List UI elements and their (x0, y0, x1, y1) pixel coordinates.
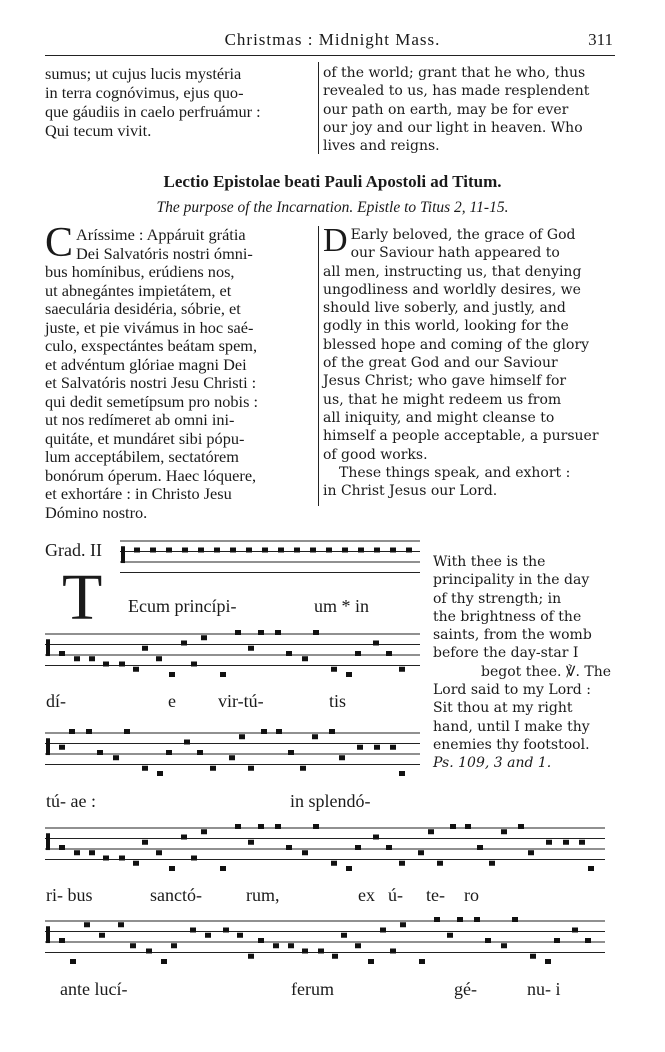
drop-cap: D (323, 222, 348, 259)
text-line: principality in the day (433, 572, 590, 589)
neume (134, 548, 140, 553)
text-line: begot thee. ℣. The (481, 663, 611, 680)
neume (339, 755, 345, 760)
chant-syllable: dí- (46, 691, 66, 711)
neume (74, 850, 80, 855)
neume (248, 954, 254, 959)
chant-syllable: in splendó- (290, 791, 371, 811)
neume (588, 866, 594, 871)
neume (528, 850, 534, 855)
text-line: et exhortáre : in Christo Jesu (45, 484, 232, 503)
chant-syllable: um * in (314, 596, 370, 616)
neume (169, 672, 175, 677)
neume (318, 949, 324, 954)
neume (437, 861, 443, 866)
neume (124, 729, 130, 734)
neume (133, 667, 139, 672)
text-line: saints, from the womb (433, 627, 592, 644)
chant-syllable: sanctó- (150, 885, 202, 905)
neume (302, 656, 308, 661)
neume (342, 548, 348, 553)
neume (142, 840, 148, 845)
text-line: all iniquity, and might cleanse to (323, 409, 555, 426)
page-number: 311 (588, 30, 613, 49)
neume (229, 755, 235, 760)
chant-syllable: Ecum princípi- (128, 596, 237, 616)
text-line: Dei Salvatóris nostri ómni- (76, 243, 253, 263)
neume (286, 651, 292, 656)
neume (133, 861, 139, 866)
neume (261, 729, 267, 734)
neume (355, 845, 361, 850)
neume (563, 840, 569, 845)
text-line: Ps. 109, 3 and 1. (433, 755, 552, 772)
neume (156, 656, 162, 661)
neume (74, 656, 80, 661)
text-line: bonórum óperum. Haec lóquere, (45, 465, 257, 485)
neume (326, 548, 332, 553)
neume (418, 850, 424, 855)
neume (465, 824, 471, 829)
neume (346, 672, 352, 677)
neume (157, 771, 163, 776)
neume (99, 933, 105, 938)
neume (374, 548, 380, 553)
clef-mark (46, 738, 50, 755)
neume (501, 829, 507, 834)
neume (181, 835, 187, 840)
text-line: of the world; grant that he who, thus (323, 65, 586, 81)
neume (355, 943, 361, 948)
neume (275, 630, 281, 635)
neume (89, 850, 95, 855)
text-line: of the great God and our Saviour (323, 355, 558, 372)
text-line: Early beloved, the grace of God (350, 227, 576, 243)
text-line: our joy and our light in heaven. Who (323, 119, 583, 136)
neume (450, 824, 456, 829)
text-line: These things speak, and exhort : (339, 464, 571, 481)
neume (201, 829, 207, 834)
neume (198, 548, 204, 553)
neume (341, 933, 347, 938)
chant-syllable: ante lucí- (60, 979, 128, 999)
text-line: Sit thou at my right (433, 700, 573, 717)
neume (169, 866, 175, 871)
neume (554, 938, 560, 943)
neume (210, 766, 216, 771)
neume (294, 548, 300, 553)
text-line: Aríssime : Appáruit grátia (76, 225, 246, 244)
text-line: et Salvatóris nostri Jesu Christi : (45, 373, 257, 392)
text-line: in Christ Jesus our Lord. (323, 483, 498, 500)
neume (399, 667, 405, 672)
gradual-initial: T (62, 561, 103, 634)
text-line: quitáte, et mundáret sibi pópu- (45, 428, 245, 448)
neume (118, 922, 124, 927)
text-line: culo, exspectántes beátam spem, (45, 336, 258, 355)
neume (166, 548, 172, 553)
neume (262, 548, 268, 553)
neume (190, 928, 196, 933)
neume (355, 651, 361, 656)
neume (331, 861, 337, 866)
neume (357, 745, 363, 750)
neume (220, 672, 226, 677)
clef-mark (121, 546, 125, 563)
neume (156, 850, 162, 855)
neume (248, 840, 254, 845)
neume (248, 766, 254, 771)
neume (258, 824, 264, 829)
neume (358, 548, 364, 553)
text-line: hand, until I make thy (433, 718, 590, 735)
chant-syllable: nu- i (527, 979, 561, 999)
neume (258, 938, 264, 943)
text-line: ut abnegántes impietátem, et (45, 280, 232, 300)
text-line: in terra cognóvimus, ejus quo- (45, 83, 244, 102)
clef-mark (46, 639, 50, 656)
neume (113, 755, 119, 760)
neume (191, 662, 197, 667)
text-line: que gáudiis in caelo perfruámur : (45, 102, 261, 121)
neume (288, 943, 294, 948)
neume (59, 845, 65, 850)
neume (346, 866, 352, 871)
neume (84, 922, 90, 927)
text-line: juste, et pie vivámus in hoc saé- (45, 317, 254, 337)
gradual-english (433, 553, 611, 773)
neume (310, 548, 316, 553)
text-line: Jesus Christ; who gave himself for (323, 373, 567, 390)
epistle-subtitle: The purpose of the Incarnation. Epistle to Titus 2, 11-15. (156, 199, 509, 216)
neume (142, 646, 148, 651)
neume (485, 938, 491, 943)
neume (390, 745, 396, 750)
neume (386, 651, 392, 656)
neume (390, 548, 396, 553)
gradual-label: Grad. II (45, 540, 102, 560)
neume (373, 641, 379, 646)
chant-syllable: e (168, 691, 176, 711)
chant-syllable: ú- (388, 885, 403, 905)
text-line: bus homínibus, erúdiens nos, (45, 262, 235, 281)
neume (146, 949, 152, 954)
neume (59, 938, 65, 943)
neume (166, 750, 172, 755)
neume (390, 949, 396, 954)
neume (501, 943, 507, 948)
text-line: saeculária desidéria, sóbrie, et (45, 299, 241, 318)
neume (313, 630, 319, 635)
text-line: all men, instructing us, that denying (323, 263, 582, 280)
neume (150, 548, 156, 553)
chant-syllable: te- (426, 885, 445, 905)
chant-syllable: ex (358, 885, 375, 905)
neume (302, 850, 308, 855)
neume (59, 745, 65, 750)
clef-mark (46, 833, 50, 850)
neume (302, 949, 308, 954)
neume (399, 861, 405, 866)
neume (89, 656, 95, 661)
neume (171, 943, 177, 948)
neume (273, 943, 279, 948)
neume (400, 922, 406, 927)
text-line: us, that he might redeem us from (323, 391, 562, 408)
neume (119, 856, 125, 861)
neume (237, 933, 243, 938)
chant-syllable: ferum (291, 979, 334, 999)
neume (512, 917, 518, 922)
neume (69, 729, 75, 734)
clef-mark (46, 926, 50, 943)
neume (97, 750, 103, 755)
neume (332, 954, 338, 959)
neume (181, 641, 187, 646)
neume (258, 630, 264, 635)
neume (530, 954, 536, 959)
drop-cap: C (45, 220, 74, 266)
neume (197, 750, 203, 755)
neume (419, 959, 425, 964)
neume (184, 740, 190, 745)
neume (103, 856, 109, 861)
neume (223, 928, 229, 933)
chant-syllable: gé- (454, 979, 477, 999)
text-line: revealed to us, has made resplendent (323, 83, 590, 100)
neume (86, 729, 92, 734)
neume (386, 845, 392, 850)
chant-syllable: tis (329, 691, 347, 711)
neume (59, 651, 65, 656)
text-line: our Saviour hath appeared to (350, 245, 560, 262)
neume (331, 667, 337, 672)
neume (70, 959, 76, 964)
text-line: ut nos redímeret ab omni ini- (45, 410, 235, 429)
neume (434, 917, 440, 922)
text-line: et advéntum glóriae magni Dei (45, 354, 247, 374)
text-line: lives and reigns. (323, 138, 440, 155)
neume (428, 829, 434, 834)
chant-syllable: ro (464, 885, 479, 905)
neume (313, 824, 319, 829)
text-line: lum acceptábilem, sectatórem (45, 447, 239, 466)
neume (182, 548, 188, 553)
text-line: With thee is the (433, 554, 546, 570)
neume (545, 959, 551, 964)
neume (474, 917, 480, 922)
text-line: enemies thy footstool. (433, 736, 590, 753)
neume (579, 840, 585, 845)
neume (220, 866, 226, 871)
chant-syllable: ri- bus (46, 885, 93, 905)
text-line: of good works. (323, 446, 428, 463)
epistle-title: Lectio Epistolae beati Pauli Apostoli ad Titum. (163, 172, 502, 191)
text-line: before the day-star I (433, 645, 579, 662)
neume (477, 845, 483, 850)
neume (373, 835, 379, 840)
neume (288, 750, 294, 755)
text-line: Qui tecum vivit. (45, 121, 152, 140)
neume (278, 548, 284, 553)
neume (191, 856, 197, 861)
neume (546, 840, 552, 845)
text-line: blessed hope and coming of the glory (323, 336, 590, 353)
neume (235, 630, 241, 635)
neume (214, 548, 220, 553)
neume (585, 938, 591, 943)
neume (246, 548, 252, 553)
neume (248, 646, 254, 651)
neume (103, 662, 109, 667)
neume (286, 845, 292, 850)
text-line: our path on earth, may be for ever (323, 101, 569, 118)
neume (406, 548, 412, 553)
neume (380, 928, 386, 933)
neume (572, 928, 578, 933)
text-line: should live soberly, and justly, and (323, 300, 566, 317)
running-header: Christmas : Midnight Mass. (224, 30, 441, 49)
chant-syllable: rum, (246, 885, 280, 905)
neume (230, 548, 236, 553)
text-line: the brightness of the (433, 608, 582, 625)
neume (489, 861, 495, 866)
text-line: qui dedit semetípsum pro nobis : (45, 391, 258, 411)
chant-syllable: tú- ae : (46, 791, 96, 811)
neume (239, 734, 245, 739)
neume (300, 766, 306, 771)
neume (275, 824, 281, 829)
text-line: Dómino nostro. (45, 502, 148, 522)
neume (119, 662, 125, 667)
neume (368, 959, 374, 964)
neume (329, 729, 335, 734)
neume (518, 824, 524, 829)
neume (399, 771, 405, 776)
neume (235, 824, 241, 829)
text-line: himself a people acceptable, a pursuer (323, 428, 599, 445)
neume (312, 734, 318, 739)
neume (161, 959, 167, 964)
neume (447, 933, 453, 938)
neume (374, 745, 380, 750)
neume (130, 943, 136, 948)
neume (205, 933, 211, 938)
text-line: Lord said to my Lord : (433, 682, 591, 699)
chant-syllable: vir-tú- (218, 691, 264, 711)
text-line: sumus; ut cujus lucis mystéria (45, 64, 242, 83)
text-line: of thy strength; in (433, 590, 562, 607)
text-line: godly in this world, looking for the (323, 318, 569, 335)
neume (457, 917, 463, 922)
text-line: ungodliness and worldly desires, we (323, 281, 581, 298)
neume (276, 729, 282, 734)
neume (201, 635, 207, 640)
neume (142, 766, 148, 771)
